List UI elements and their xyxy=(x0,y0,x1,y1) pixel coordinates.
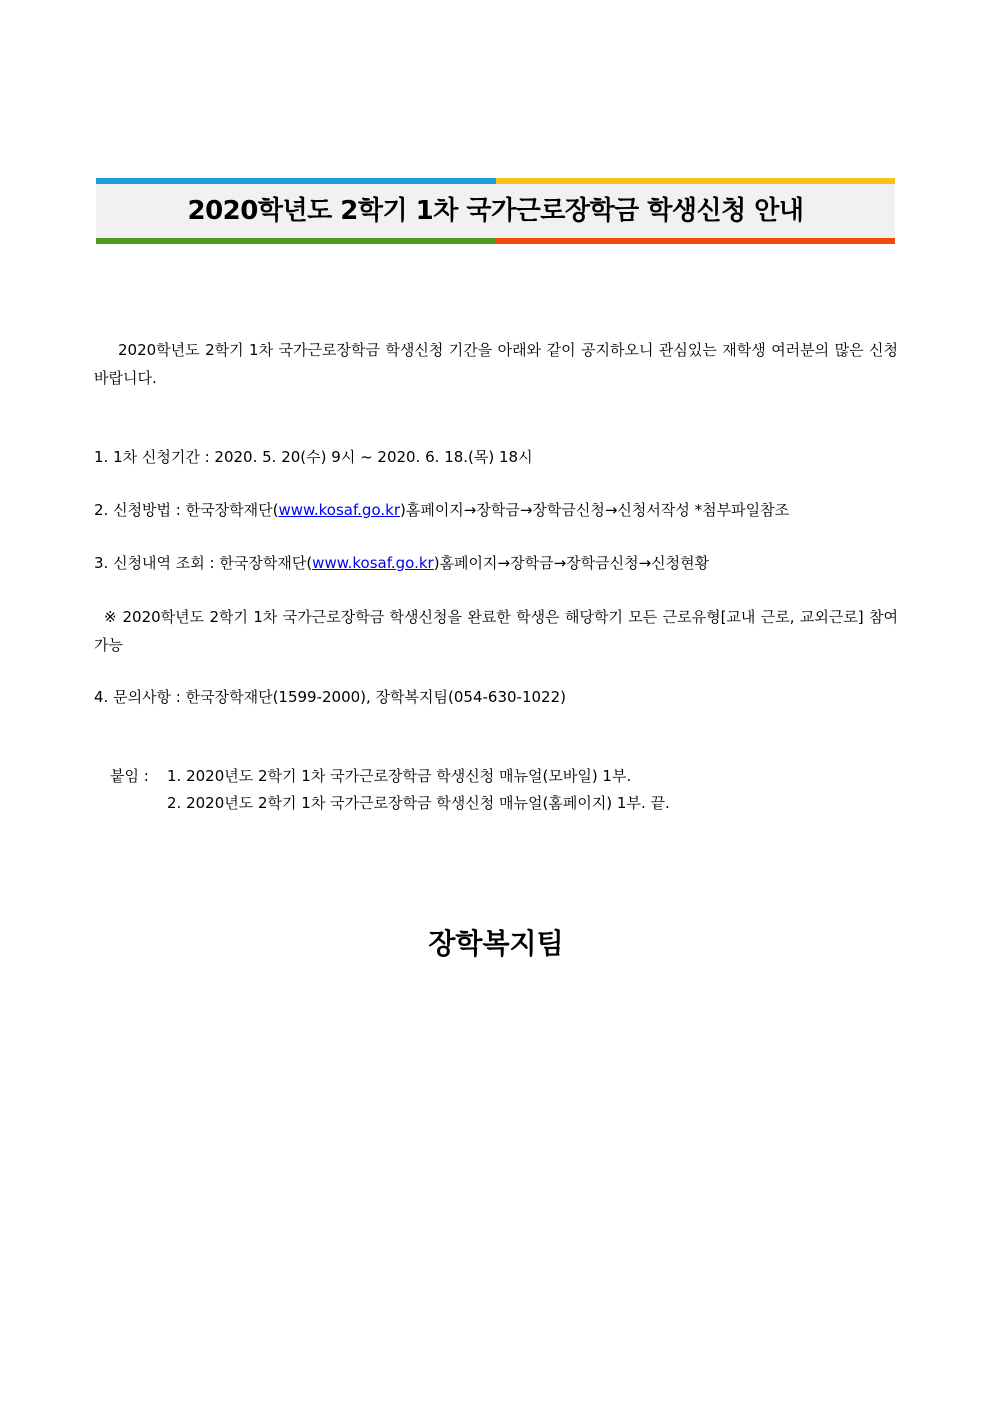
item-application-inquiry xyxy=(94,549,709,577)
attachment-item: 2. 2020년도 2학기 1차 국가근로장학금 학생신청 매뉴얼(홈페이지) 1부. 끝. xyxy=(167,794,670,812)
banner-bar-bottom-left xyxy=(96,238,496,244)
kosaf-link[interactable]: www.kosaf.go.kr xyxy=(278,501,400,519)
intro-paragraph: 2020학년도 2학기 1차 국가근로장학금 학생신청 기간을 아래와 같이 공지하오니 관심있는 재학생 여러분의 많은 신청 바랍니다. xyxy=(94,341,898,387)
attachment-item: 1. 2020년도 2학기 1차 국가근로장학금 학생신청 매뉴얼(모바일) 1부. xyxy=(167,767,632,785)
kosaf-link[interactable]: www.kosaf.go.kr xyxy=(312,554,434,572)
document-title: 2020학년도 2학기 1차 국가근로장학금 학생신청 안내 xyxy=(187,196,804,226)
banner-bar-bottom-right xyxy=(496,238,895,244)
attachment-label: 붙임 : xyxy=(110,767,149,785)
title-banner xyxy=(96,178,895,244)
inquiry-prefix: 3. 신청내역 조회 : 한국장학재단( xyxy=(94,554,313,572)
item-contact: 4. 문의사항 : 한국장학재단(1599-2000), 장학복지팀(054-630-1022) xyxy=(94,688,566,706)
method-suffix: )홈페이지→장학금→장학금신청→신청서작성 *첨부파일참조 xyxy=(399,501,790,519)
item-application-period: 1. 1차 신청기간 : 2020. 5. 20(수) 9시 ~ 2020. 6. 18.(목) 18시 xyxy=(94,448,533,466)
issuer-signature: 장학복지팀 xyxy=(428,927,564,960)
item-application-method xyxy=(94,496,789,524)
method-prefix: 2. 신청방법 : 한국장학재단( xyxy=(94,501,279,519)
notice-paragraph: ※ 2020학년도 2학기 1차 국가근로장학금 학생신청을 완료한 학생은 해당학기 모든 근로유형[교내 근로, 교외근로] 참여 가능 xyxy=(94,608,898,654)
inquiry-suffix: )홈페이지→장학금→장학금신청→신청현황 xyxy=(433,554,710,572)
